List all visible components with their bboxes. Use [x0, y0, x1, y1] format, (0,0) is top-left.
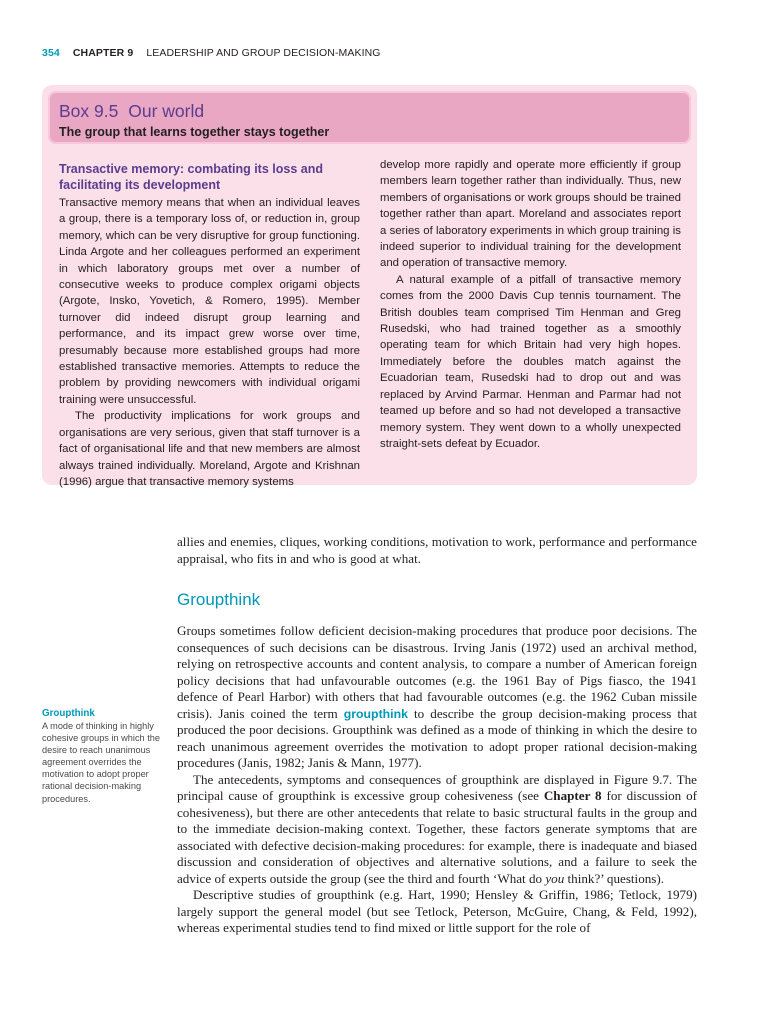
box-subtitle: The group that learns together stays together — [59, 125, 330, 139]
chapter-label: CHAPTER 9 — [72, 47, 134, 59]
groupthink-section — [177, 623, 697, 937]
box-paragraph: Transactive memory means that when an individual leaves a group, there is a temporary loss of, or reduction in, group memory, which can be very disruptive for group functioning. Linda Argote and her colleagues performed an experiment in which laboratory groups met over a number of consecutive weeks to produce complex origami objects (Argote, Insko, Yovetich, & Romero, 1995). Member turnover did indeed disrupt group learning and performance, and its impact grew worse over time, presumably because more established groups had more established transactive memories. Attempts to reduce the problem by providing newcomers with individual origami training were unsuccessful. — [59, 197, 360, 406]
box-right-column — [380, 157, 681, 452]
chapter-title: LEADERSHIP AND GROUP DECISION-MAKING — [146, 47, 381, 59]
box-label: Box 9.5 — [59, 101, 119, 121]
section-heading: Groupthink — [177, 590, 261, 609]
margin-glossary — [42, 707, 164, 805]
box-title — [59, 101, 204, 122]
body-paragraph: Descriptive studies of groupthink (e.g. Hart, 1990; Hensley & Griffin, 1986; Tetlock, 1979) largely support the general model (but see Tetlock, Peterson, McGuire, Chang, & Feld, 1992), whereas experimental studies tend to find mixed or little support for the role of — [177, 887, 697, 935]
page-number: 354 — [42, 47, 60, 59]
box-section-title: Transactive memory: combating its loss and facilitating its development — [59, 162, 323, 192]
continuation-text — [177, 534, 697, 567]
box-9-5 — [42, 85, 697, 488]
box-paragraph: develop more rapidly and operate more efficiently if group members learn together rather than individually. Thus, new members of organisations or work groups should be trained together rather than apart. Moreland and associates report a series of laboratory experiments in which group training is indeed superior to individual training for the development and operation of transactive memory. — [380, 159, 681, 270]
body-paragraph: allies and enemies, cliques, working conditions, motivation to work, performance and performance appraisal, who fits in and who is good at what. — [177, 534, 697, 566]
chapter-reference[interactable]: Chapter 8 — [543, 788, 602, 803]
body-paragraph: The antecedents, symptoms and consequences of groupthink are displayed in Figure 9.7. The principal cause of groupthink is excessive group cohesiveness (see Chapter 8 for discussion of cohesiveness), but there are other antecedents that relate to basic structural faults in the group and to the immediate decision-making context. Together, these factors generate symptoms that are associated with defective decision-making procedures: for example, there is inadequate and biased discussion and consideration of objectives and alternative solutions, and a failure to seek the advice of experts outside the group (see the third and fourth ‘What do you think?’ questions). — [177, 771, 697, 886]
box-paragraph: The productivity implications for work groups and organisations are very serious, given that staff turnover is a fact of organisational life and that new members are almost always trained individually. Moreland, Argote and Krishnan (1996) argue that transactive memory systems — [59, 410, 360, 488]
box-category: Our world — [128, 101, 205, 121]
box-paragraph: A natural example of a pitfall of transactive memory comes from the 2000 Davis Cup tennis tournament. The British doubles team comprised Tim Henman and Greg Rusedski, who had trained together as a smoothly operating team for which Britain had very high hopes. Immediately before the doubles match against the Ecuadorian team, Rusedski had to drop out and was replaced by Arvind Parmar. Henman and Parmar had not teamed up before and so had not developed a transactive memory system. They went down to a wholly unexpected straight-sets defeat by Ecuador. — [380, 273, 681, 450]
glossary-definition: A mode of thinking in highly cohesive groups in which the desire to reach unanimous agreement overrides the motivation to adopt proper rational decision-making procedures. — [42, 721, 160, 804]
glossary-term: Groupthink — [42, 708, 95, 719]
box-left-column — [59, 161, 360, 490]
box-header — [48, 91, 691, 144]
body-paragraph: Groups sometimes follow deficient decision-making procedures that produce poor decisions. The consequences of such decisions can be disastrous. Irving Janis (1972) used an archival method, relying on retrospective accounts and content analysis, to compare a number of American foreign policy decisions that had unfavourable outcomes (e.g. the 1961 Bay of Pigs fiasco, the 1941 defence of Pearl Harbor) with others that had favourable outcomes (e.g. the 1962 Cuban missile crisis). Janis coined the term groupthink to describe the group decision-making process that produced the poor decisions. Groupthink was defined as a mode of thinking in which the desire to reach unanimous agreement overrides the motivation to adopt proper rational decision-making procedures (Janis, 1982; Janis & Mann, 1977). — [177, 623, 697, 770]
key-term[interactable]: groupthink — [343, 706, 408, 721]
running-header — [42, 47, 381, 59]
